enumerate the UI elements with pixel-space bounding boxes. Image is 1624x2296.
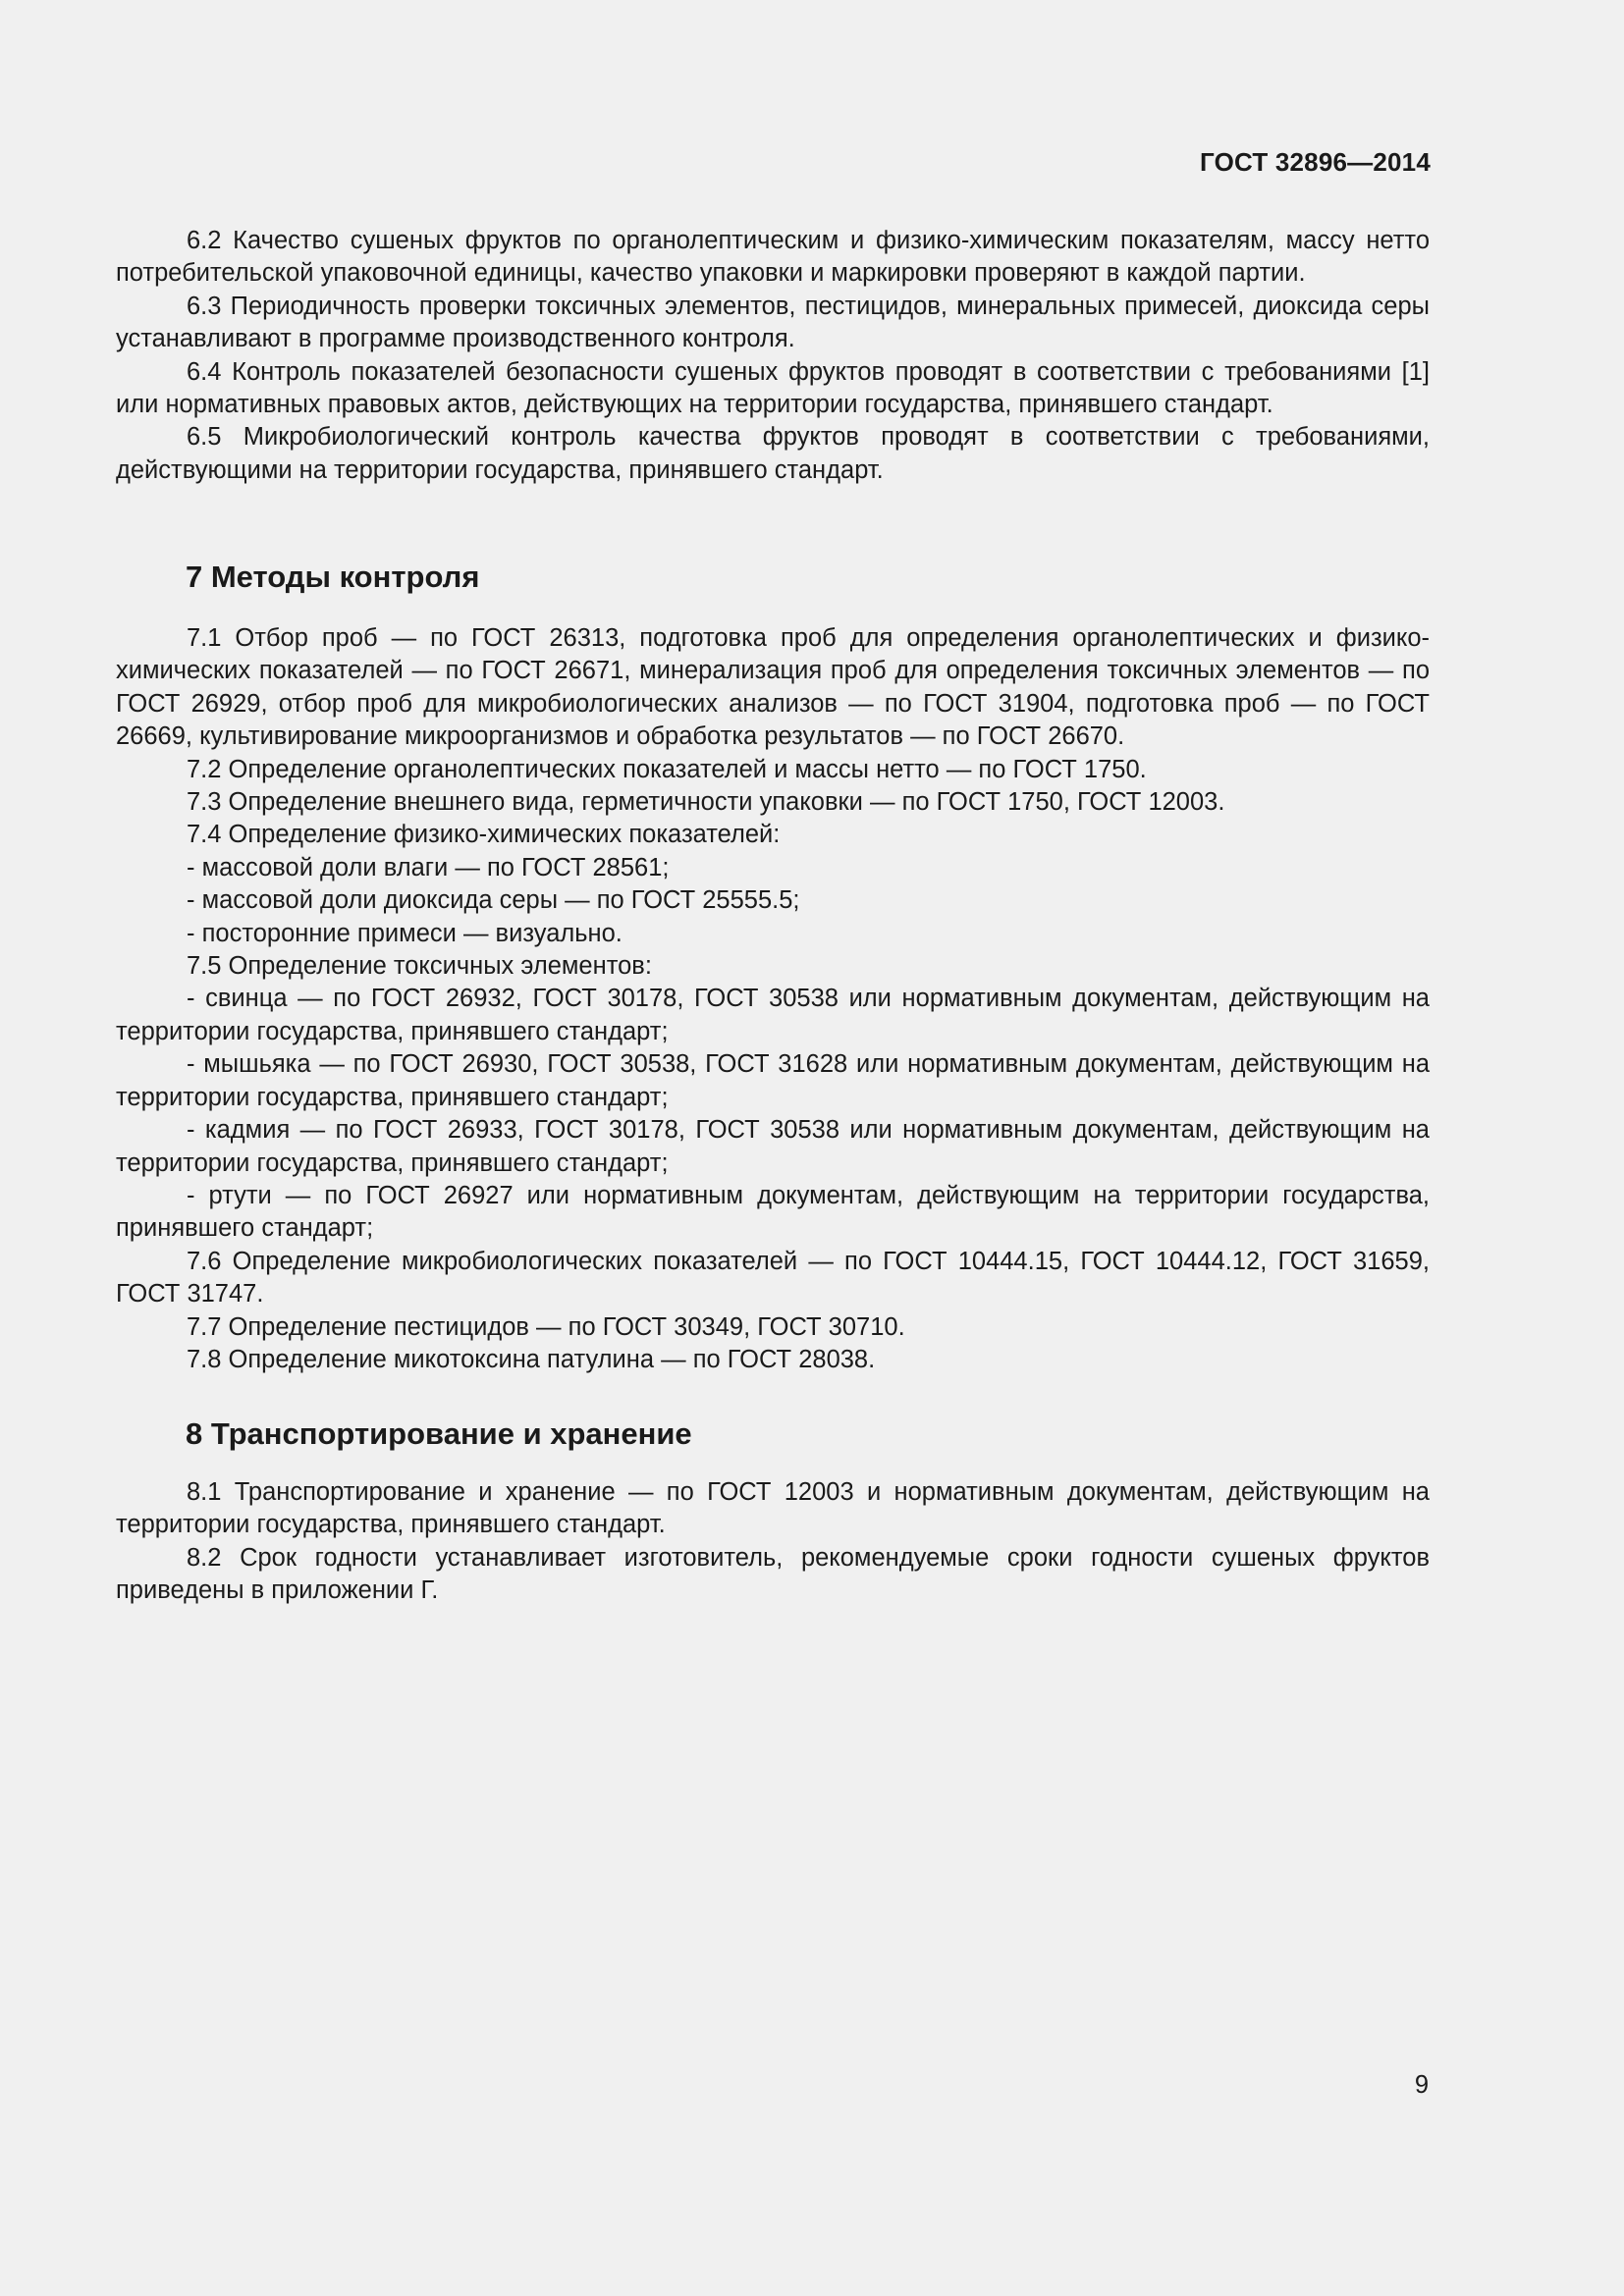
section-8-title: 8 Транспортирование и хранение (186, 1416, 692, 1451)
list-item-arsenic: - мышьяка — по ГОСТ 26930, ГОСТ 30538, ГОСТ 31628 или нормативным документам, действующим на территории государства, принявшего стандарт; (116, 1050, 1430, 1111)
list-item-moisture: - массовой доли влаги — по ГОСТ 28561; (187, 853, 670, 881)
list-item-foreign-impurities: - посторонние примеси — визуально. (187, 919, 623, 947)
paragraph-6-5: 6.5 Микробиологический контроль качества фруктов проводят в соответствии с требованиями, действующими на территории государства, принявшего стандарт. (116, 423, 1430, 484)
paragraph-8-2: 8.2 Срок годности устанавливает изготовитель, рекомендуемые сроки годности сушеных фруктов приведены в приложении Г. (116, 1543, 1430, 1605)
paragraph-7-1: 7.1 Отбор проб — по ГОСТ 26313, подготовка проб для определения органолептических и физико-химических показателей — по ГОСТ 26671, минерализация проб для определения токсичных элементов — по ГОСТ 26929, отбор проб для микробиологических анализов — по ГОСТ 31904, подготовка проб — по ГОСТ 26669, культивирование микроорганизмов и обработка результатов — по ГОСТ 26670. (116, 624, 1430, 751)
section-7-body (116, 622, 1430, 1376)
paragraph-7-8: 7.8 Определение микотоксина патулина — по ГОСТ 28038. (187, 1345, 876, 1373)
paragraph-7-4: 7.4 Определение физико-химических показателей: (187, 821, 781, 849)
paragraph-6-3: 6.3 Периодичность проверки токсичных элементов, пестицидов, минеральных примесей, диоксида серы устанавливают в программе производственного контроля. (116, 292, 1430, 353)
paragraph-6-2: 6.2 Качество сушеных фруктов по органолептическим и физико-химическим показателям, массу нетто потребительской упаковочной единицы, качество упаковки и маркировки проверяют в каждой партии. (116, 227, 1430, 288)
page-number: 9 (1414, 2071, 1429, 2099)
section-6-body (116, 225, 1430, 487)
paragraph-7-6: 7.6 Определение микробиологических показателей — по ГОСТ 10444.15, ГОСТ 10444.12, ГОСТ 31659, ГОСТ 31747. (116, 1247, 1430, 1308)
list-item-cadmium: - кадмия — по ГОСТ 26933, ГОСТ 30178, ГОСТ 30538 или нормативным документам, действующим на территории государства, принявшего стандарт; (116, 1116, 1430, 1177)
document-code-header: ГОСТ 32896—2014 (1200, 147, 1431, 177)
paragraph-7-5: 7.5 Определение токсичных элементов: (187, 952, 652, 981)
paragraph-7-3: 7.3 Определение внешнего вида, герметичности упаковки — по ГОСТ 1750, ГОСТ 12003. (187, 788, 1225, 817)
paragraph-6-4: 6.4 Контроль показателей безопасности сушеных фруктов проводят в соответствии с требованиями [1] или нормативных правовых актов, действующих на территории государства, принявшего стандарт. (116, 357, 1430, 419)
paragraph-7-7: 7.7 Определение пестицидов — по ГОСТ 30349, ГОСТ 30710. (187, 1312, 905, 1341)
paragraph-8-1: 8.1 Транспортирование и хранение — по ГОСТ 12003 и нормативным документам, действующим на территории государства, принявшего стандарт. (116, 1478, 1430, 1539)
paragraph-7-2: 7.2 Определение органолептических показателей и массы нетто — по ГОСТ 1750. (187, 755, 1147, 783)
section-8-body (116, 1476, 1430, 1608)
section-7-title: 7 Методы контроля (186, 560, 480, 594)
list-item-mercury: - ртути — по ГОСТ 26927 или нормативным документам, действующим на территории государства, принявшего стандарт; (116, 1181, 1430, 1243)
list-item-sulfur-dioxide: - массовой доли диоксида серы — по ГОСТ 25555.5; (187, 886, 800, 915)
list-item-lead: - свинца — по ГОСТ 26932, ГОСТ 30178, ГОСТ 30538 или нормативным документам, действующим на территории государства, принявшего стандарт; (116, 985, 1430, 1045)
